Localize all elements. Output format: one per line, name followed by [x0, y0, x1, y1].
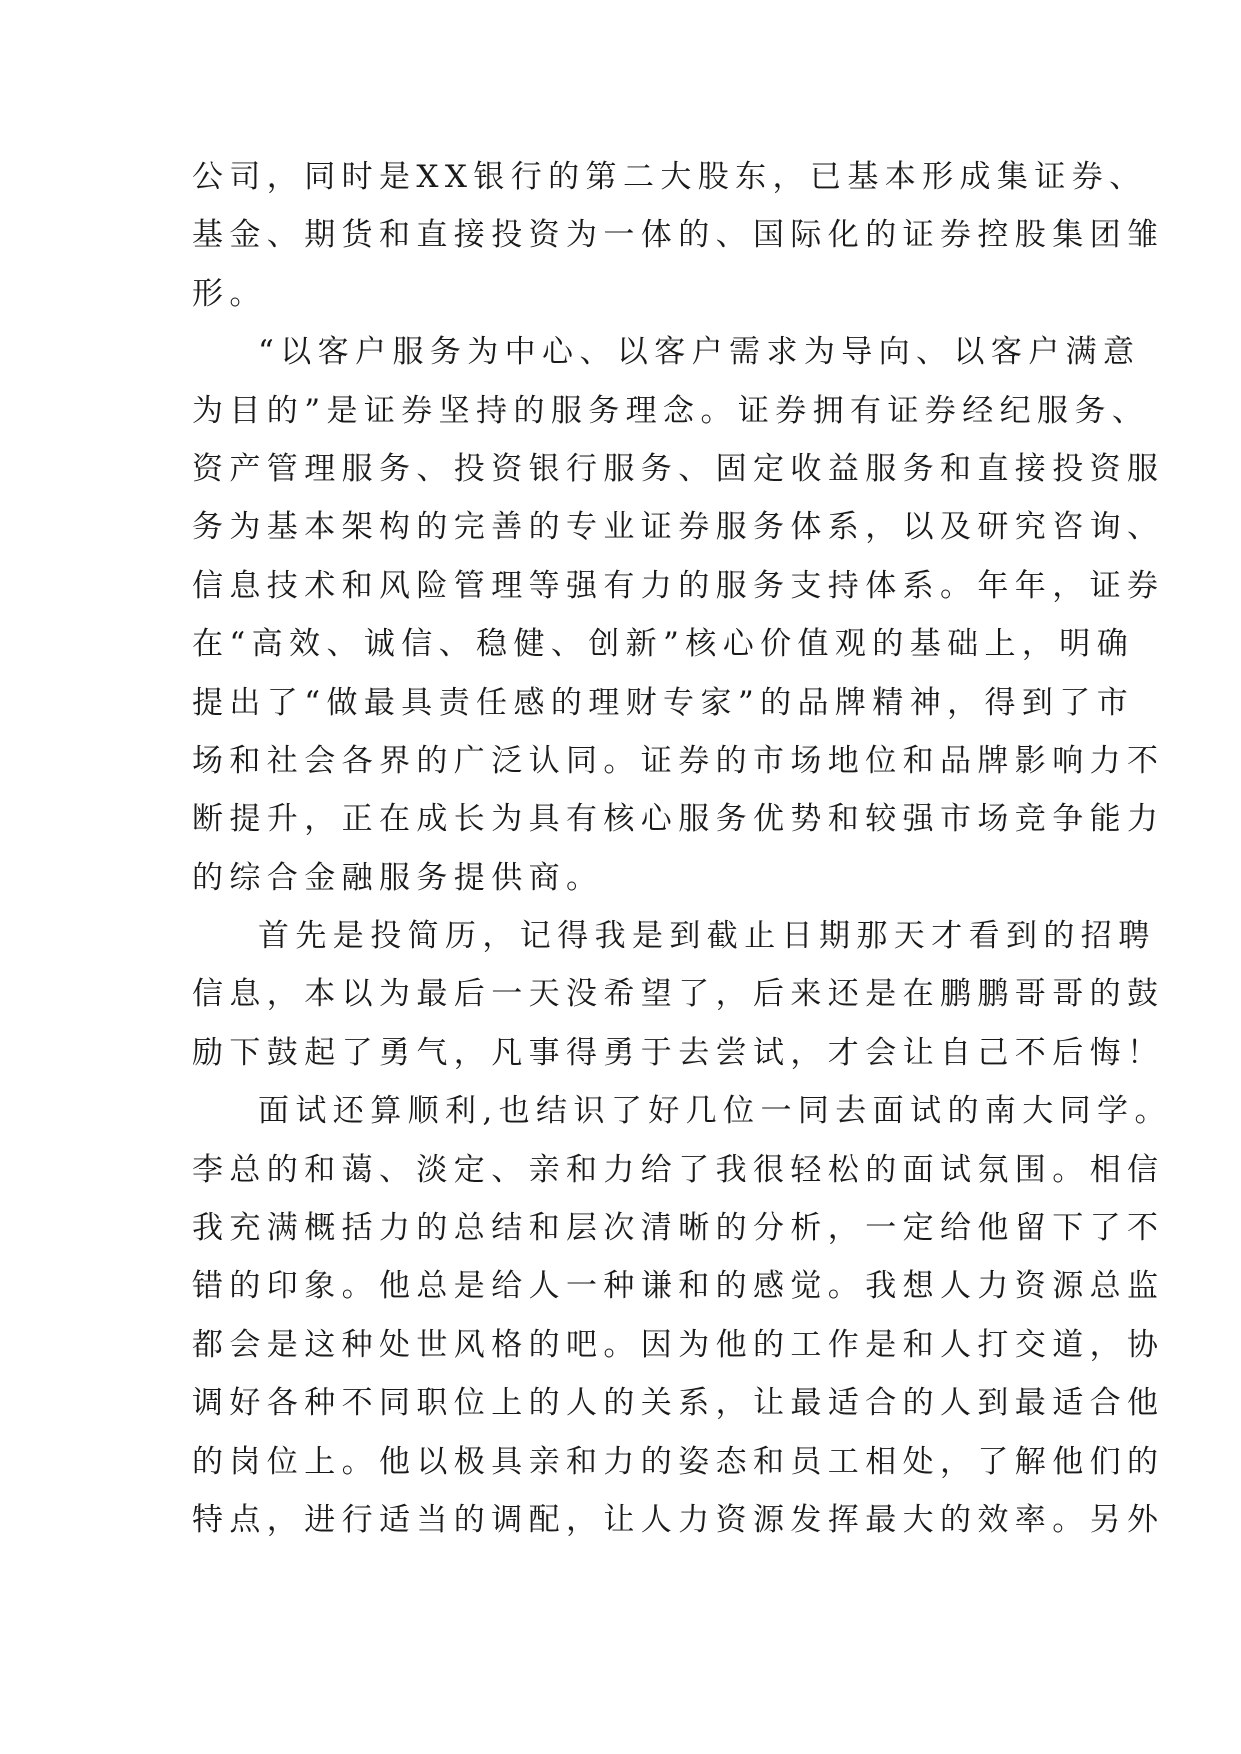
- text-line: 在“高效、诚信、稳健、创新”核心价值观的基础上，明确: [192, 626, 1135, 663]
- text-line: 务为基本架构的完善的专业证券服务体系，以及研究咨询、: [192, 509, 1165, 546]
- text-line: 调好各种不同职位上的人的关系，让最适合的人到最适合他: [192, 1385, 1165, 1422]
- text-line: 的综合金融服务提供商。: [192, 859, 604, 896]
- text-line: 都会是这种处世风格的吧。因为他的工作是和人打交道，协: [192, 1326, 1165, 1363]
- text-line: 我充满概括力的总结和层次清晰的分析，一定给他留下了不: [192, 1210, 1165, 1247]
- text-line: 形。: [192, 275, 267, 312]
- text-line: 李总的和蔼、淡定、亲和力给了我很轻松的面试氛围。相信: [192, 1151, 1165, 1188]
- body-text: [192, 148, 1172, 1549]
- text-line: 首先是投简历，记得我是到截止日期那天才看到的招聘: [258, 918, 1156, 955]
- text-line: 面试还算顺利,也结识了好几位一同去面试的南大同学。: [258, 1093, 1172, 1130]
- text-line: 的岗位上。他以极具亲和力的姿态和员工相处，了解他们的: [192, 1443, 1165, 1480]
- text-line: 断提升，正在成长为具有核心服务优势和较强市场竞争能力: [192, 801, 1165, 838]
- text-line: 基金、期货和直接投资为一体的、国际化的证券控股集团雏: [192, 217, 1165, 254]
- text-line: 资产管理服务、投资银行服务、固定收益服务和直接投资服: [192, 450, 1165, 487]
- text-line: 信息，本以为最后一天没希望了，后来还是在鹏鹏哥哥的鼓: [192, 976, 1165, 1013]
- text-line: 励下鼓起了勇气，凡事得勇于去尝试，才会让自己不后悔！: [192, 1034, 1165, 1071]
- text-line: 信息技术和风险管理等强有力的服务支持体系。年年，证券: [192, 567, 1165, 604]
- text-line: 场和社会各界的广泛认同。证券的市场地位和品牌影响力不: [192, 742, 1165, 779]
- text-line: 为目的”是证券坚持的服务理念。证券拥有证券经纪服务、: [192, 392, 1150, 429]
- text-line: 特点，进行适当的调配，让人力资源发挥最大的效率。另外: [192, 1501, 1165, 1538]
- text-line: 公司，同时是XX银行的第二大股东，已基本形成集证券、: [192, 159, 1147, 195]
- text-line: “以客户服务为中心、以客户需求为导向、以客户满意: [258, 334, 1141, 371]
- text-line: 错的印象。他总是给人一种谦和的感觉。我想人力资源总监: [192, 1268, 1165, 1305]
- text-line: 提出了“做最具责任感的理财专家”的品牌精神，得到了市: [192, 684, 1135, 721]
